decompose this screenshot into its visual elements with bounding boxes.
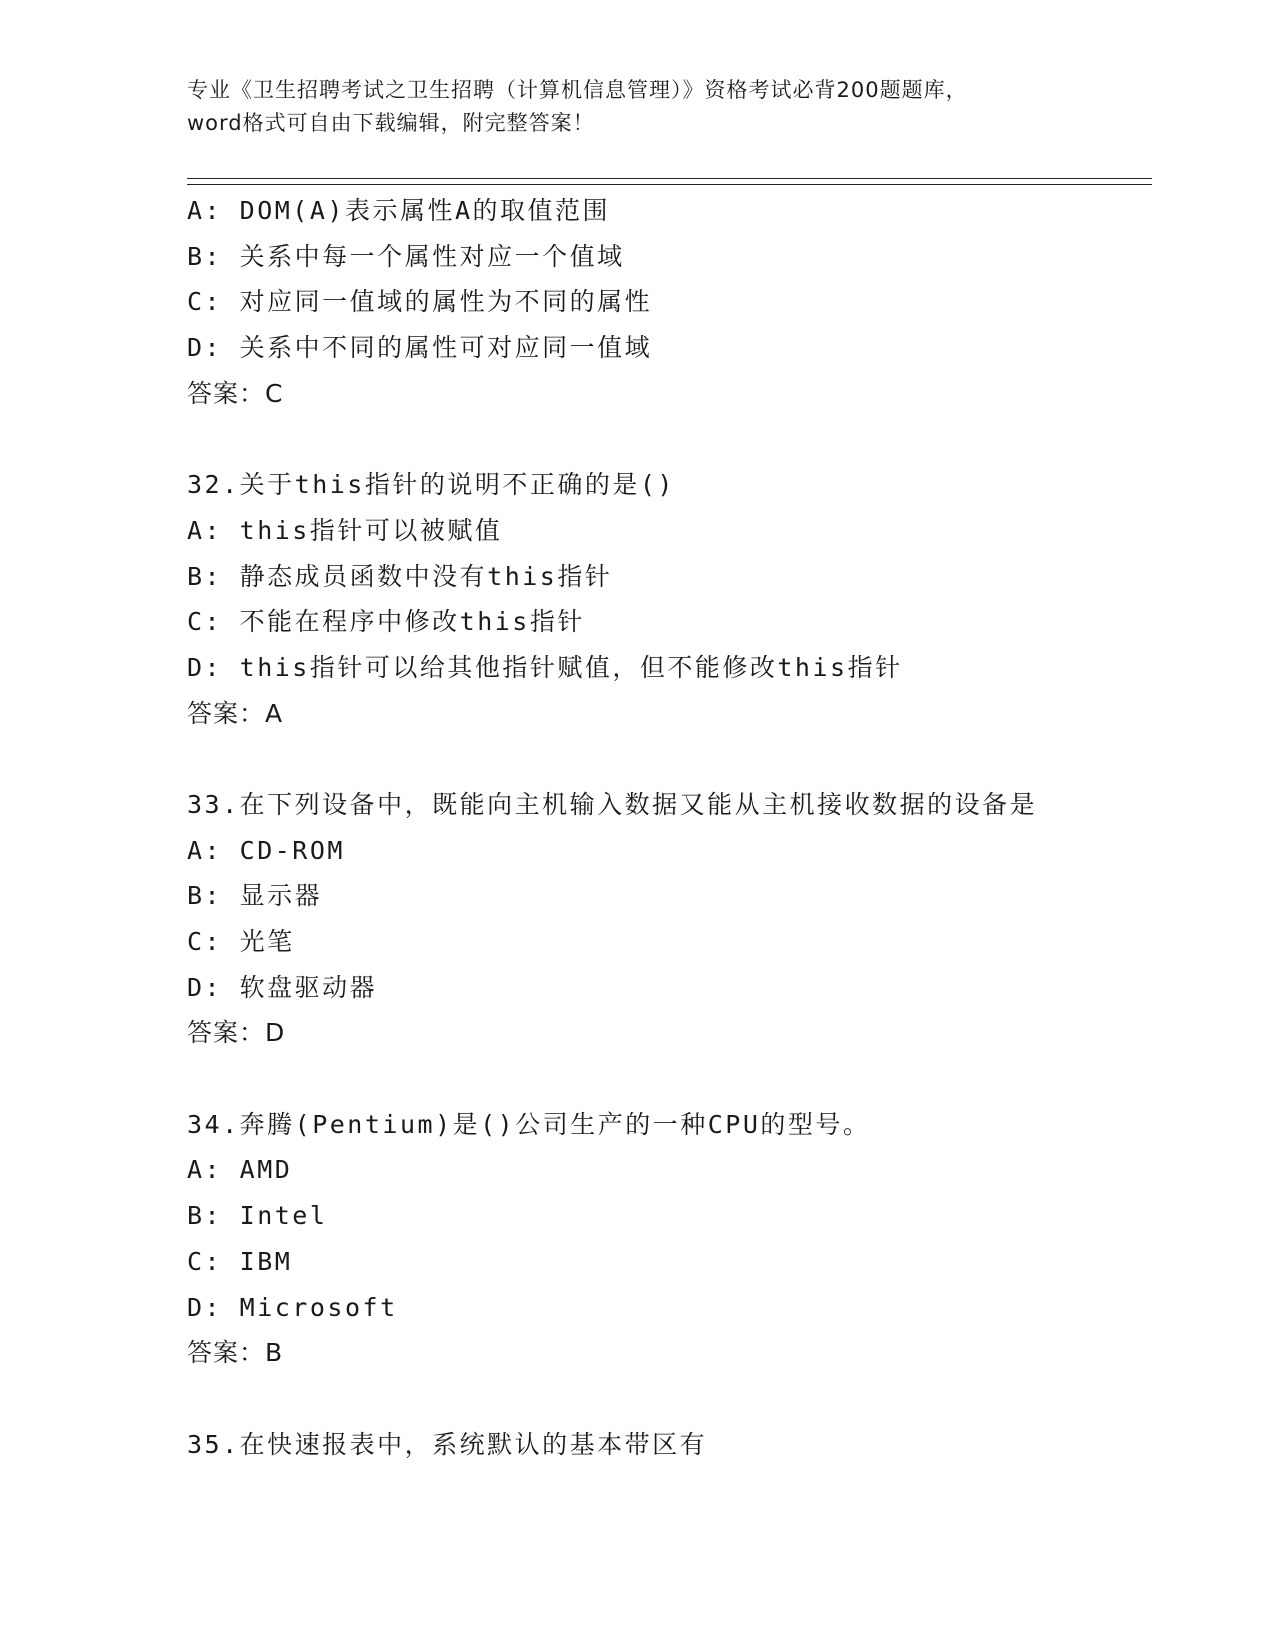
question-list [187,188,1187,1467]
option-c: C: IBM [187,1246,293,1276]
header-line-1: 专业《卫生招聘考试之卫生招聘（计算机信息管理）》资格考试必背200题题库， [187,78,968,102]
option-d: D: Microsoft [187,1292,398,1322]
spacer [187,736,1187,782]
option-c: C: 光笔 [187,927,295,956]
option-d: D: 软盘驱动器 [187,972,378,1002]
question-block-31 [187,188,1187,416]
option-d: D: 关系中不同的属性可对应同一值域 [187,333,653,363]
question-text: 34.奔腾(Pentium)是()公司生产的一种CPU的型号。 [187,1109,871,1139]
option-a: A: CD-ROM [187,835,345,865]
option-b: B: Intel [187,1201,328,1231]
spacer [187,416,1187,462]
header-line-2: word格式可自由下载编辑，附完整答案！ [187,111,595,135]
answer-text: 答案：A [187,698,284,728]
spacer [187,1056,1187,1102]
question-text: 35.在快速报表中，系统默认的基本带区有 [187,1429,708,1459]
question-text: 32.关于this指针的说明不正确的是() [187,470,675,500]
option-a: A: this指针可以被赋值 [187,515,503,545]
answer-text: 答案：C [187,378,284,408]
document-header [187,74,1087,140]
question-block-35 [187,1422,1187,1468]
question-text: 33.在下列设备中，既能向主机输入数据又能从主机接收数据的设备是 [187,789,1038,819]
option-b: B: 关系中每一个属性对应一个值域 [187,241,625,271]
option-c: C: 对应同一值域的属性为不同的属性 [187,287,653,317]
header-divider [187,178,1152,185]
option-a: A: DOM(A)表示属性A的取值范围 [187,196,611,225]
option-a: A: AMD [187,1155,293,1185]
option-b: B: 显示器 [187,881,323,911]
option-b: B: 静态成员函数中没有this指针 [187,561,613,591]
answer-text: 答案：B [187,1338,284,1368]
question-block-33 [187,782,1187,1056]
option-c: C: 不能在程序中修改this指针 [187,607,585,637]
spacer [187,1376,1187,1422]
option-d: D: this指针可以给其他指针赋值，但不能修改this指针 [187,652,903,682]
question-block-34 [187,1102,1187,1376]
answer-text: 答案：D [187,1018,286,1048]
question-block-32 [187,462,1187,736]
